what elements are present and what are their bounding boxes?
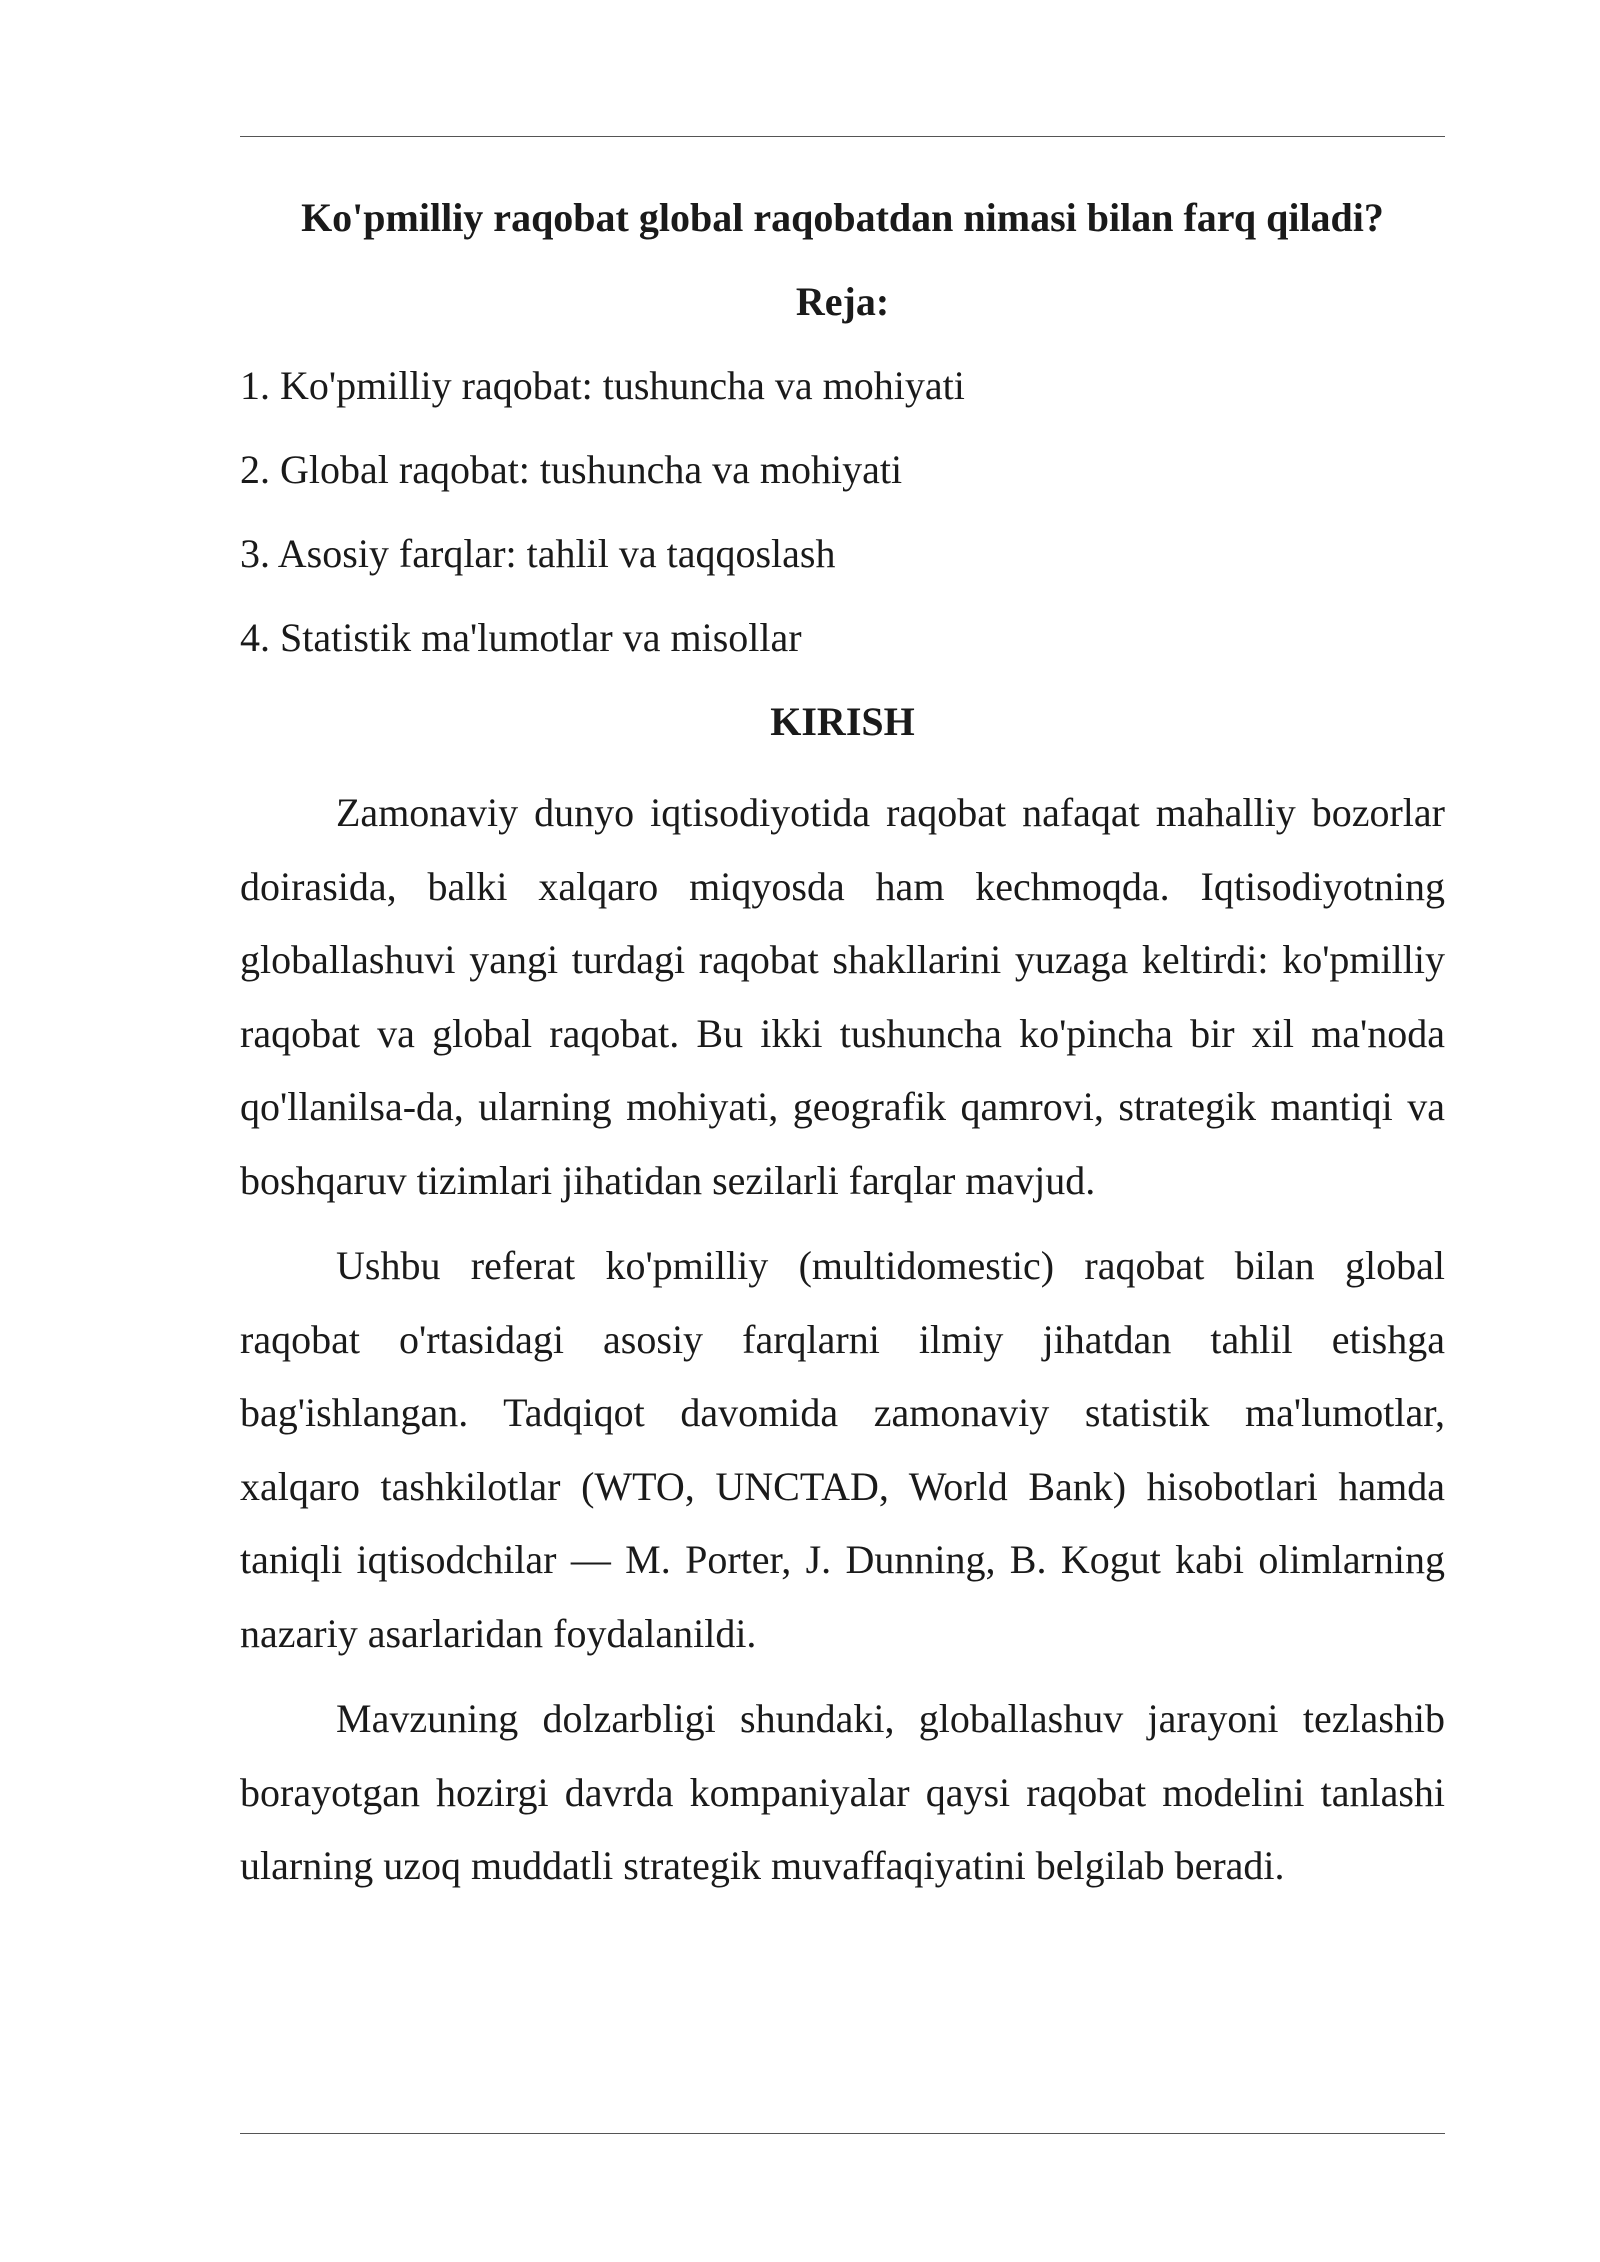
plan-item: 4. Statistik ma'lumotlar va misollar	[240, 615, 802, 660]
plan-list	[240, 356, 1445, 668]
document-title: Ko'pmilliy raqobat global raqobatdan nimasi bilan farq qiladi?	[301, 195, 1384, 240]
section-heading: KIRISH	[770, 699, 915, 744]
plan-item: 1. Ko'pmilliy raqobat: tushuncha va mohiyati	[240, 363, 965, 408]
header-rule	[240, 136, 1445, 137]
plan-item: 2. Global raqobat: tushuncha va mohiyati	[240, 447, 903, 492]
footer-rule	[240, 2133, 1445, 2134]
page-content	[240, 188, 1445, 1915]
plan-item: 3. Asosiy farqlar: tahlil va taqqoslash	[240, 531, 836, 576]
body-paragraph: Ushbu referat ko'pmilliy (multidomestic) raqobat bilan global raqobat o'rtasidagi asosiy farqlarni ilmiy jihatdan tahlil etishga bag'ishlangan. Tadqiqot davomida zamonaviy statistik ma'lumotlar, xalqaro tashkilotlar (WTO, UNCTAD, World Bank) hisobotlari hamda taniqli iqtisodchilar — M. Porter, J. Dunning, B. Kogut kabi olimlarning nazariy asarlaridan foydalanildi.	[240, 1243, 1445, 1656]
plan-heading: Reja:	[795, 279, 890, 324]
body-paragraph: Zamonaviy dunyo iqtisodiyotida raqobat nafaqat mahalliy bozorlar doirasida, balki xalqaro miqyosda ham kechmoqda. Iqtisodiyotning globallashuvi yangi turdagi raqobat shakllarini yuzaga keltirdi: ko'pmilliy raqobat va global raqobat. Bu ikki tushuncha ko'pincha bir xil ma'noda qo'llanilsa-da, ularning mohiyati, geografik qamrovi, strategik mantiqi va boshqaruv tizimlari jihatidan sezilarli farqlar mavjud.	[240, 790, 1445, 1203]
body-paragraph: Mavzuning dolzarbligi shundaki, globallashuv jarayoni tezlashib borayotgan hozirgi davrda kompaniyalar qaysi raqobat modelini tanlashi ularning uzoq muddatli strategik muvaffaqiyatini belgilab beradi.	[240, 1696, 1445, 1888]
